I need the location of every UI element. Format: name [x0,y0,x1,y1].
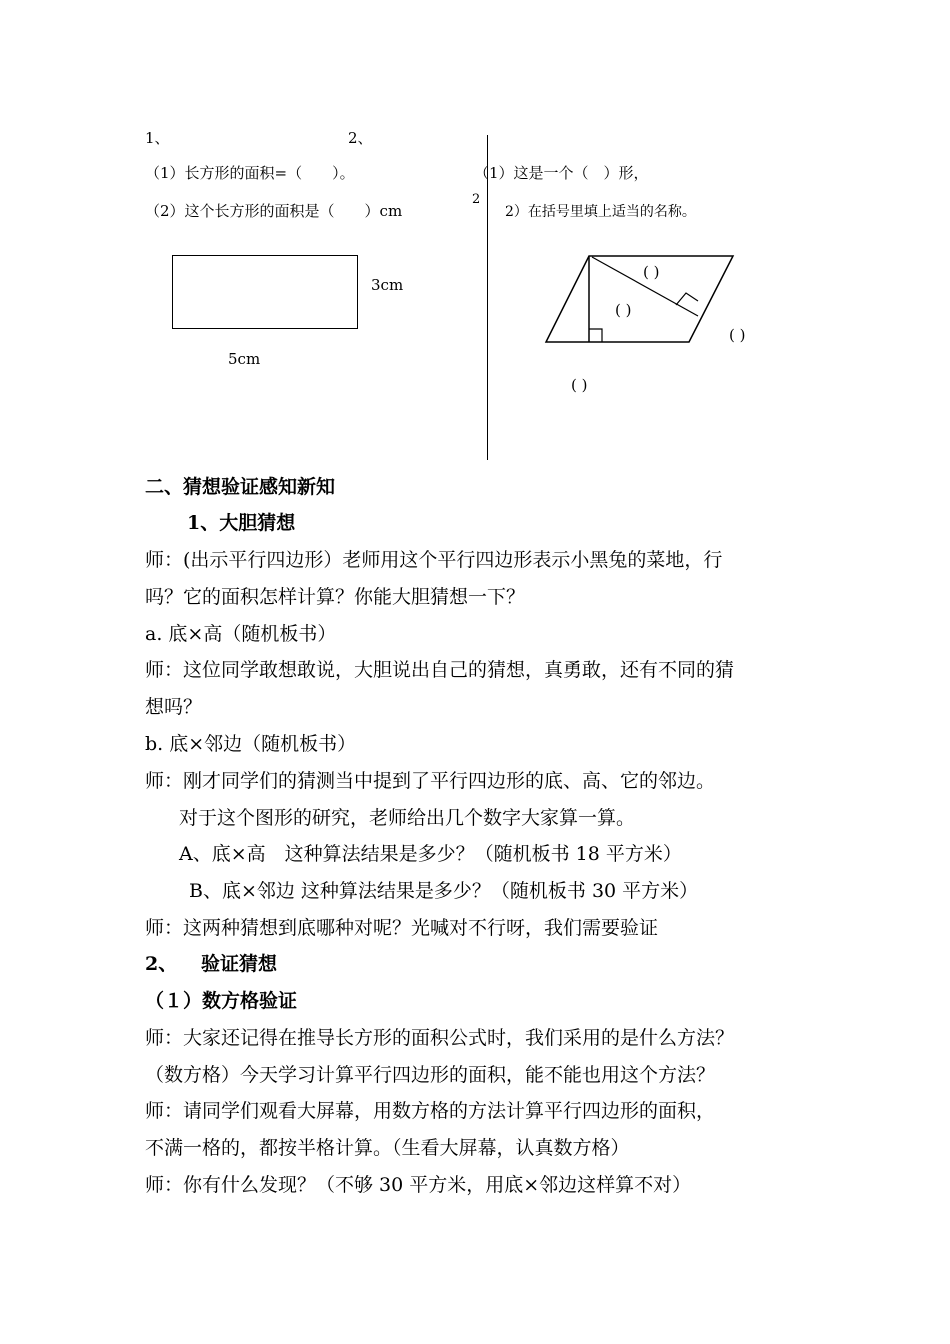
blank-height: ( ) [615,301,632,319]
calc-b: B、底×邻边 这种算法结果是多少？（随机板书 30 平方米） [189,880,699,902]
q2-line1: （1）这是一个（ ）形， [474,164,649,182]
subsection-1-title: 1、大胆猜想 [187,512,296,534]
paragraph-3: 师：刚才同学们的猜测当中提到了平行四边形的底、高、它的邻边。 [145,770,716,792]
paragraph-6b: （数方格）今天学习计算平行四边形的面积，能不能也用这个方法？ [145,1064,716,1086]
paragraph-5: 师：这两种猜想到底哪种对呢？光喊对不行呀，我们需要验证 [145,917,659,939]
paragraph-1b: 吗？它的面积怎样计算？你能大胆猜想一下？ [145,586,526,608]
right-angle-mark-side [676,293,698,305]
guess-a: a. 底×高（随机板书） [145,623,337,645]
blank-side: ( ) [729,326,746,344]
paragraph-2a: 师：这位同学敢想敢说，大胆说出自己的猜想，真勇敢，还有不同的猜 [145,659,735,681]
q1-line1: （1）长方形的面积=（ ）。 [145,164,355,182]
subsection-2-title: 验证猜想 [201,953,278,975]
paragraph-6a: 师：大家还记得在推导长方形的面积公式时，我们采用的是什么方法？ [145,1027,735,1049]
q1-line2-text: （2）这个长方形的面积是（ ）cm [145,202,403,220]
q2-number: 2、 [348,129,373,147]
paragraph-7b: 不满一格的，都按半格计算。（生看大屏幕，认真数方格） [145,1137,630,1159]
calc-a: A、底×高 这种算法结果是多少？（随机板书 18 平方米） [179,843,682,865]
paragraph-8: 师：你有什么发现？（不够 30 平方米，用底×邻边这样算不对） [145,1174,692,1196]
right-angle-mark-bottom [589,329,602,342]
paragraph-7a: 师：请同学们观看大屏幕，用数方格的方法计算平行四边形的面积， [145,1100,716,1122]
paragraph-2b: 想吗？ [145,696,203,718]
q2-line2: 2）在括号里填上适当的名称。 [505,204,696,220]
subsection-2-number: 2、 [145,953,178,975]
blank-slant-height: ( ) [643,263,660,281]
q1-number: 1、 [145,129,170,147]
q1-exponent: 2 [472,192,481,207]
parallelogram-outline [546,256,733,342]
paragraph-4: 对于这个图形的研究，老师给出几个数字大家算一算。 [179,807,636,829]
guess-b: b. 底×邻边（随机板书） [145,733,357,755]
rect-width-label: 5cm [228,350,261,368]
subsection-2-1-title: （１）数方格验证 [145,990,298,1012]
blank-base: ( ) [571,376,588,394]
parallelogram-figure [0,0,950,470]
rect-height-label: 3cm [371,276,404,294]
paragraph-1a: 师：(出示平行四边形）老师用这个平行四边形表示小黑兔的菜地，行 [145,549,723,571]
section-title: 二、猜想验证感知新知 [145,476,336,498]
